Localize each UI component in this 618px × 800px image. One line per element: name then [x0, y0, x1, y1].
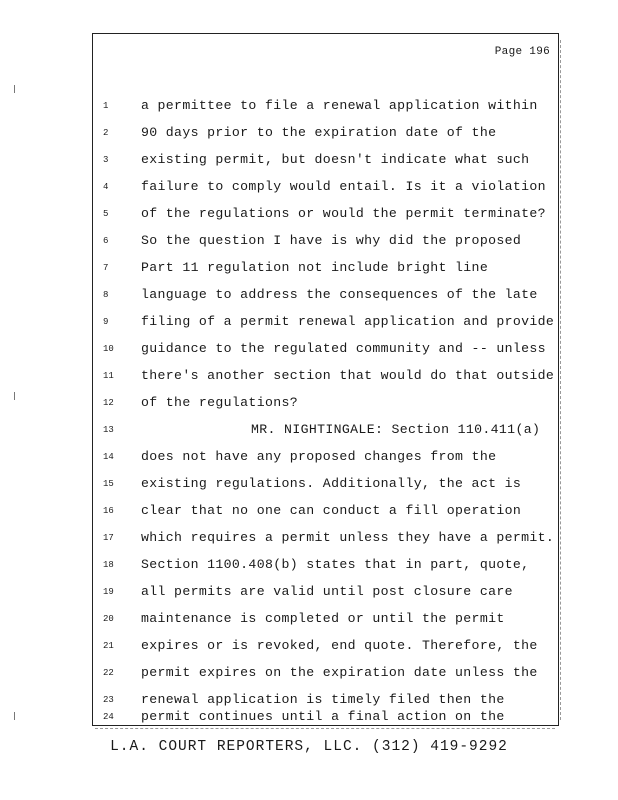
line-number: 2 — [103, 128, 109, 138]
line-text: filing of a permit renewal application and provide — [141, 314, 555, 329]
scan-edge-bottom — [95, 728, 555, 730]
reporter-footer: L.A. COURT REPORTERS, LLC. (312) 419-9292 — [110, 739, 508, 755]
line-number: 18 — [103, 560, 114, 570]
transcript-line — [93, 260, 560, 278]
line-number: 13 — [103, 425, 114, 435]
transcript-line — [93, 125, 560, 143]
transcript-line — [93, 341, 560, 359]
transcript-line — [93, 98, 560, 116]
margin-mark — [14, 85, 18, 93]
transcript-line — [93, 638, 560, 656]
line-text: guidance to the regulated community and -- unless — [141, 341, 546, 356]
transcript-line — [93, 287, 560, 305]
transcript-line — [93, 476, 560, 494]
transcript-line — [93, 449, 560, 467]
line-text: Section 1100.408(b) states that in part, quote, — [141, 557, 530, 572]
line-text: clear that no one can conduct a fill operation — [141, 503, 522, 518]
line-number: 9 — [103, 317, 109, 327]
line-text: of the regulations or would the permit terminate? — [141, 206, 546, 221]
line-text: which requires a permit unless they have a permit. — [141, 530, 555, 545]
line-text: of the regulations? — [141, 395, 299, 410]
transcript-line — [93, 584, 560, 602]
page-number: Page 196 — [494, 46, 550, 58]
line-number: 24 — [103, 712, 114, 722]
line-text: permit expires on the expiration date unless the — [141, 665, 538, 680]
line-text: Part 11 regulation not include bright line — [141, 260, 489, 275]
line-number: 11 — [103, 371, 114, 381]
line-text: So the question I have is why did the proposed — [141, 233, 522, 248]
line-text: maintenance is completed or until the permit — [141, 611, 505, 626]
speaker-line-text: MR. NIGHTINGALE: Section 110.411(a) — [251, 422, 541, 437]
transcript-line — [93, 692, 560, 710]
transcript-page — [92, 33, 559, 726]
line-number: 22 — [103, 668, 114, 678]
line-text: there's another section that would do that outside — [141, 368, 555, 383]
transcript-line — [93, 709, 560, 725]
line-number: 20 — [103, 614, 114, 624]
line-number: 8 — [103, 290, 109, 300]
line-number: 21 — [103, 641, 114, 651]
line-number: 7 — [103, 263, 109, 273]
scan-edge-right — [560, 40, 562, 720]
transcript-line — [93, 557, 560, 575]
line-number: 4 — [103, 182, 109, 192]
transcript-line — [93, 503, 560, 521]
line-text: language to address the consequences of the late — [141, 287, 538, 302]
line-number: 10 — [103, 344, 114, 354]
line-number: 15 — [103, 479, 114, 489]
line-number: 3 — [103, 155, 109, 165]
line-number: 19 — [103, 587, 114, 597]
line-number: 1 — [103, 101, 109, 111]
transcript-line — [93, 530, 560, 548]
transcript-line — [93, 179, 560, 197]
line-text: all permits are valid until post closure care — [141, 584, 513, 599]
line-text: expires or is revoked, end quote. Therefore, the — [141, 638, 538, 653]
line-number: 14 — [103, 452, 114, 462]
line-text: permit continues until a final action on the — [141, 709, 505, 724]
line-text: existing regulations. Additionally, the act is — [141, 476, 522, 491]
transcript-line — [93, 665, 560, 683]
line-number: 6 — [103, 236, 109, 246]
line-text: renewal application is timely filed then the — [141, 692, 505, 707]
line-number: 12 — [103, 398, 114, 408]
transcript-line — [93, 395, 560, 413]
margin-mark — [14, 392, 18, 400]
line-text: does not have any proposed changes from the — [141, 449, 497, 464]
line-number: 5 — [103, 209, 109, 219]
transcript-line — [93, 422, 560, 440]
transcript-line — [93, 368, 560, 386]
line-number: 16 — [103, 506, 114, 516]
transcript-line — [93, 206, 560, 224]
line-text: existing permit, but doesn't indicate what such — [141, 152, 530, 167]
line-number: 23 — [103, 695, 114, 705]
line-text: 90 days prior to the expiration date of the — [141, 125, 497, 140]
transcript-line — [93, 611, 560, 629]
line-text: failure to comply would entail. Is it a violation — [141, 179, 546, 194]
line-text: a permittee to file a renewal application within — [141, 98, 538, 113]
line-number: 17 — [103, 533, 114, 543]
transcript-line — [93, 314, 560, 332]
transcript-line — [93, 233, 560, 251]
transcript-line — [93, 152, 560, 170]
margin-mark — [14, 712, 18, 720]
